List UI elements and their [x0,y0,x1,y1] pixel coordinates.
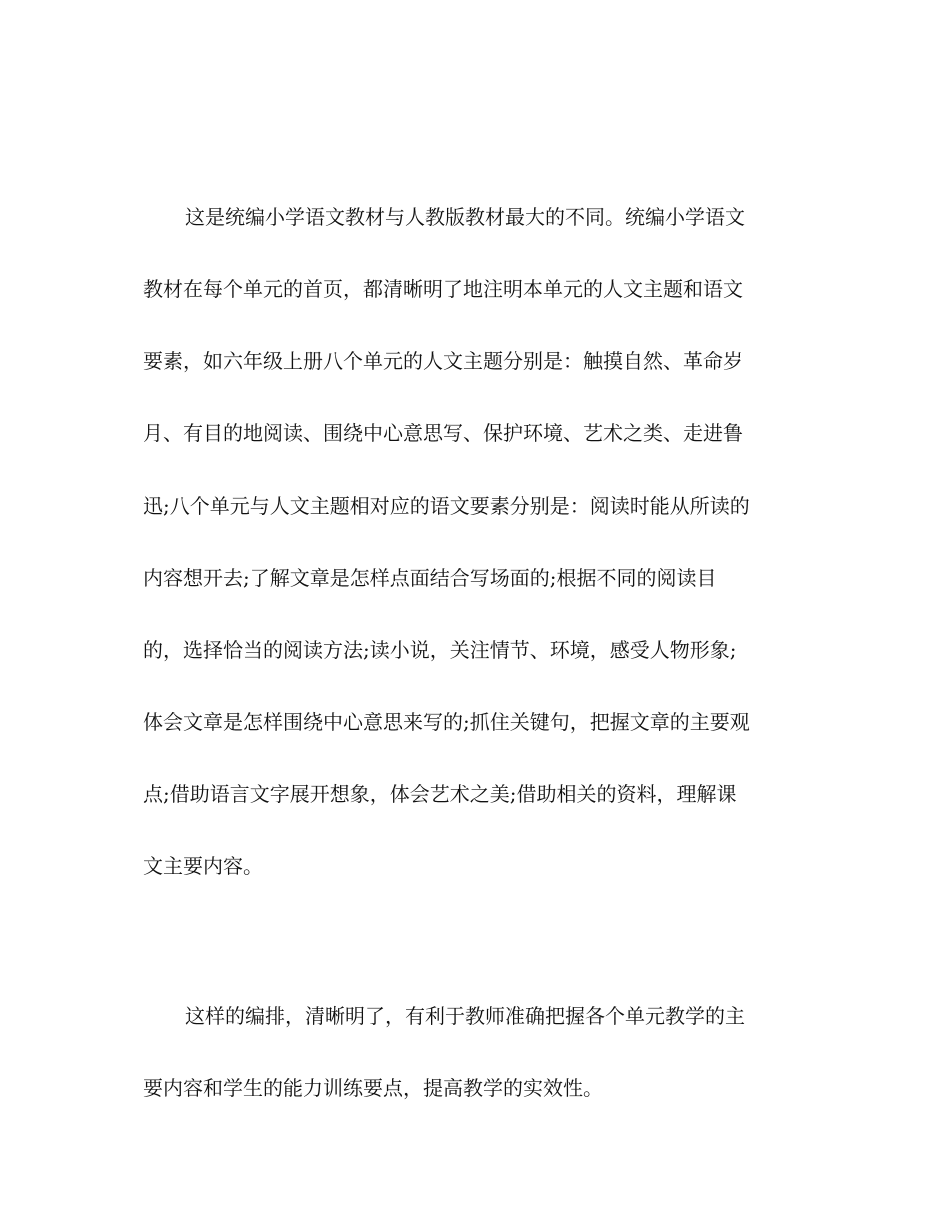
text-line: 月、有目的地阅读、围绕中心意思写、保护环境、艺术之类、走进鲁 [143,421,743,445]
text-line: 文主要内容。 [143,854,263,878]
text-line: 要内容和学生的能力训练要点，提高教学的实效性。 [143,1076,603,1100]
text-line: 要素，如六年级上册八个单元的人文主题分别是：触摸自然、革命岁 [143,349,743,373]
text-line: 这样的编排，清晰明了，有利于教师准确把握各个单元教学的主 [185,1004,745,1028]
text-line: 教材在每个单元的首页，都清晰明了地注明本单元的人文主题和语文 [143,277,743,301]
text-line: 点;借助语言文字展开想象，体会艺术之美;借助相关的资料，理解课 [143,782,737,806]
text-line: 内容想开去;了解文章是怎样点面结合写场面的;根据不同的阅读目 [143,566,717,590]
text-line: 的，选择恰当的阅读方法;读小说，关注情节、环境，感受人物形象; [143,638,737,662]
text-line: 这是统编小学语文教材与人教版教材最大的不同。统编小学语文 [185,205,745,229]
text-line: 体会文章是怎样围绕中心意思来写的;抓住关键句，把握文章的主要观 [143,710,750,734]
text-line: 迅;八个单元与人文主题相对应的语文要素分别是：阅读时能从所读的 [143,494,750,518]
